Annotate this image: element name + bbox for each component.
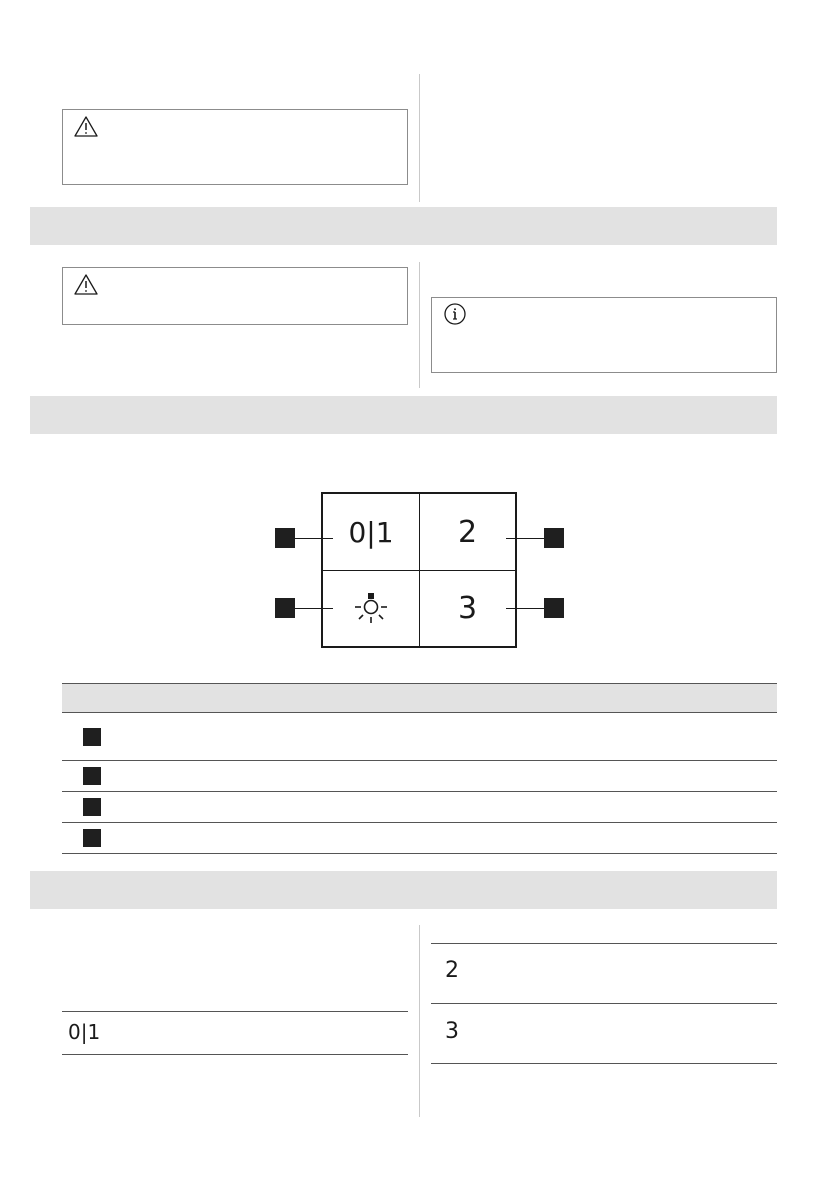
callout-marker-1 xyxy=(275,528,295,548)
warning-box-2 xyxy=(62,267,408,325)
callout-marker-2 xyxy=(275,598,295,618)
light-button[interactable] xyxy=(323,571,419,646)
table-row-marker xyxy=(83,728,101,746)
speed-3-symbol: 3 xyxy=(445,1019,459,1044)
table-row xyxy=(62,713,777,761)
speed-2-symbol: 2 xyxy=(445,958,459,983)
speed-2-button-label: 2 xyxy=(457,514,478,550)
speed-2-row-top-rule xyxy=(431,943,777,944)
onoff-symbol: 0|1 xyxy=(68,1020,101,1044)
speed-3-row-top-rule xyxy=(431,1003,777,1004)
speed-3-button-label: 3 xyxy=(457,591,478,626)
table-row-marker xyxy=(83,798,101,816)
table-row xyxy=(62,761,777,792)
speed-3-button[interactable] xyxy=(420,571,515,646)
warning-box-1 xyxy=(62,109,408,185)
light-bulb-icon xyxy=(351,589,391,629)
speed-3-row-bottom-rule xyxy=(431,1063,777,1064)
control-table-header xyxy=(62,683,777,713)
column-divider-bottom xyxy=(419,925,420,1117)
table-row-marker xyxy=(83,767,101,785)
section-header-band-3 xyxy=(30,871,777,909)
callout-leader-3 xyxy=(506,538,544,539)
speed-2-button[interactable] xyxy=(420,494,515,570)
info-icon xyxy=(442,302,468,326)
callout-leader-2 xyxy=(295,608,333,609)
table-row xyxy=(62,792,777,823)
onoff-row-top-rule xyxy=(62,1011,408,1012)
callout-marker-3 xyxy=(544,528,564,548)
column-divider-middle xyxy=(419,262,420,388)
section-header-band-1 xyxy=(30,207,777,245)
callout-marker-4 xyxy=(544,598,564,618)
onoff-button[interactable] xyxy=(323,494,419,570)
onoff-row-bottom-rule xyxy=(62,1054,408,1055)
table-row xyxy=(62,823,777,854)
info-box xyxy=(431,297,777,373)
callout-leader-1 xyxy=(295,538,333,539)
warning-triangle-icon xyxy=(73,115,99,139)
table-row-marker xyxy=(83,829,101,847)
callout-leader-4 xyxy=(506,608,544,609)
onoff-button-label: 0|1 xyxy=(348,515,394,549)
section-header-band-2 xyxy=(30,396,777,434)
column-divider-top xyxy=(419,74,420,202)
control-panel-diagram xyxy=(321,492,517,648)
warning-triangle-icon xyxy=(73,273,99,297)
